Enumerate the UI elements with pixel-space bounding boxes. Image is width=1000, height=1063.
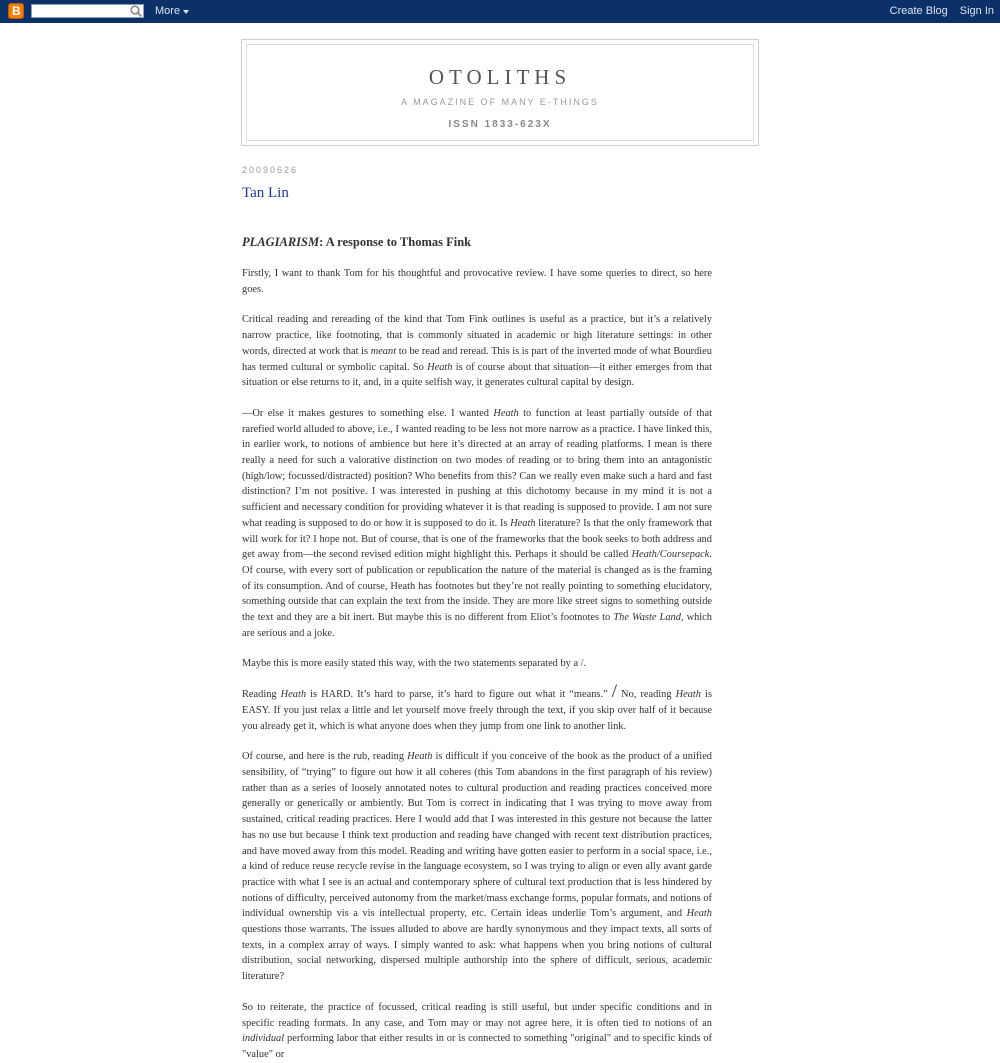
post-body [242,266,712,1063]
blog-issn: ISSN 1833-623X [448,119,552,130]
post-title[interactable]: Tan Lin [242,185,289,201]
search-icon[interactable] [129,4,143,18]
create-blog-link[interactable]: Create Blog [889,5,948,17]
subtitle-italic: PLAGIARISM [242,235,320,249]
blogger-logo-icon[interactable] [8,3,24,19]
slash-separator: / [611,681,618,703]
blogger-navbar [0,0,1000,23]
blog-description: A MAGAZINE OF MANY E-THINGS [401,97,599,107]
subtitle-rest: : A response to Thomas Fink [319,235,472,249]
blog-header [241,39,759,146]
paragraph-1: Firstly, I want to thank Tom for his thoughtful and provocative review. I have some queries to direct, so here goes. [242,268,712,295]
paragraph-4: Maybe this is more easily stated this way, with the two statements separated by a /. [242,658,587,670]
main-column [242,164,712,1063]
blog-header-inner [246,44,754,141]
post-subtitle [242,234,712,250]
blogger-logo-letter: B [12,4,21,18]
paragraph-2: Critical reading and rereading of the kind that Tom Fink outlines is useful as a practice, but it’s a relatively narrow practice, like footnoting, that is commonly situated in academic or high literature settings: in other words, directed at work that is meant to be read and reread. This is is part of the inverted mode of what Bourdieu has termed cultural or symbolic capital. So Heath is of course about that situation—it either emerges from that situation or else returns to it, and, in a quite selfish way, it generates cultural capital by design. [242,314,712,389]
paragraph-6: Of course, and here is the rub, reading Heath is difficult if you conceive of the book as the product of a unified sensibility, of “trying” to figure out how it all coheres (this Tom abandons in the first paragraph of his review) rather than as a series of loosely annotated notes to cultural production and reading practices conceived more generally or generically or ambiently. But Tom is correct in indicating that I was trying to move away from sustained, critical reading practices. Here I would add that I was interested in this gesture not because the latter has no use but because I think text production and reading have changed with recent text distribution practices, and have moved away from this model. Reading and writing have gotten easier to perform in a social space, i.e., a kind of reduce reuse recycle revise in the language ecosystem, so I was trying to align or even ally avant garde practice with what I see is an actual and contemporary sphere of cultural text production that is less hindered by notions of difficulty, perceived autonomy from the market/mass exchange forms, popular formats, and notions of individual ownership vis a vis intellectual property, etc. Certain ideas underlie Tom’s argument, and Heath questions those warrants. The issues alluded to above are hardly synonymous and they impact texts, all sorts of texts, in a complex array of ways. I simply wanted to ask: what happens when you bring notions of cultural distribution, social networking, dispersed multiple authorship into the sphere of difficult, serious, academic literature? [242,751,712,983]
caret-down-icon [183,10,189,14]
paragraph-7: So to reiterate, the practice of focussed, critical reading is still useful, but under specific conditions and in specific reading formats. In any case, and Tom may or may not agree here, it is often tied to notions of an individual performing labor that either results in or is connected to something "original" and to specific kinds of "value" or [242,1001,712,1060]
search-input[interactable] [31,4,144,18]
paragraph-5: Reading Heath is HARD. It’s hard to parse, it’s hard to figure out what it “means.” / No, reading Heath is EASY. If you just relax a little and let yourself move freely through the text, if you skip over half of it because you already get it, which is what anyone does when they jump from one link to another link. [242,681,712,732]
paragraph-3: —Or else it makes gestures to something else. I wanted Heath to function at least partially outside of that rarefied world alluded to above, i.e., I wanted reading to be less not more narrow as a practice. I have linked this, in earlier work, to notions of ambience but here it’s directed at an array of reading platforms. I mean is there really a need for such a valorative distinction on two modes of reading or to bring them into an antagonistic (high/low; focussed/distracted) position? Who benefits from this? Can we really even make such a hard and fast distinction? I’m not positive. I was interested in pushing at this dichotomy because in my mind it is not a sufficient and necessary condition for providing whatever it is that reading is supposed to provide. I am not sure what reading is supposed to do or how it is supposed to do it. Is Heath literature? Is that the only framework that will work for it? I hope not. But of course, that is one of the frameworks that the book seeks to both address and get away from—the second revised edition might highlight this. Perhaps it should be called Heath/Coursepack. Of course, with every sort of publication or republication the nature of the material is changed as is the framing of its consumption. And of course, Heath has footnotes but they’re not really pointing to something elucidatory, something outside that can explain the text from the inside. They are more like street signs to something outside the text and they are a bit inert. But maybe this is no different from Eliot’s footnotes to The Waste Land, which are serious and a joke. [242,407,713,639]
more-label: More [155,5,181,17]
sign-in-link[interactable]: Sign In [959,5,994,17]
more-menu[interactable] [155,4,189,19]
blog-title[interactable]: OTOLITHS [428,65,572,89]
post-date: 20090626 [242,165,299,175]
